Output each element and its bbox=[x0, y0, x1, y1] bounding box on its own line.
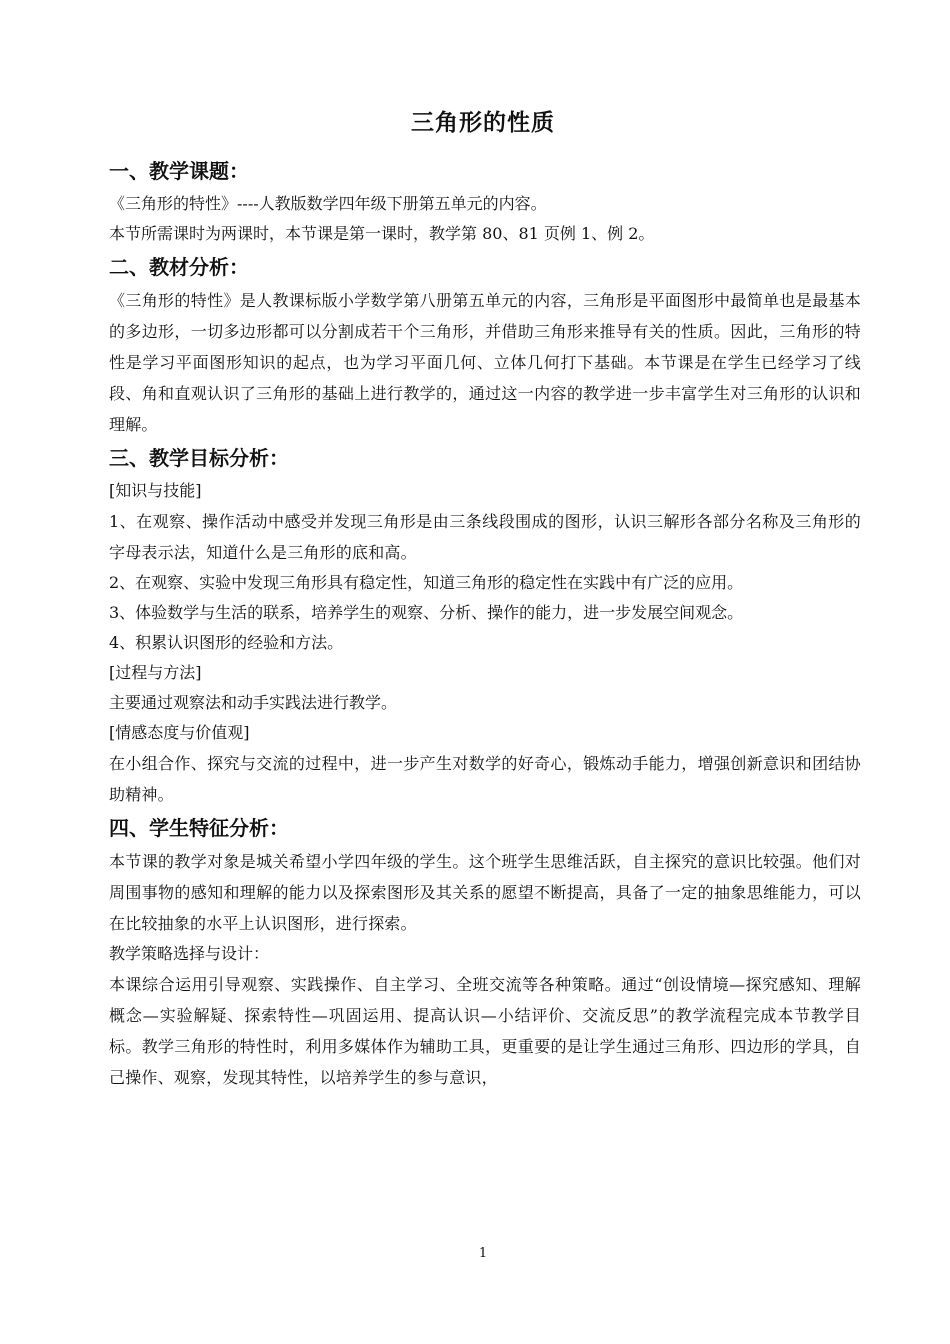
goal-2: 2、在观察、实验中发现三角形具有稳定性，知道三角形的稳定性在实践中有广泛的应用。 bbox=[109, 573, 744, 592]
teaching-strategy-text: 本课综合运用引导观察、实践操作、自主学习、全班交流等各种策略。通过“创设情境—探究感知、理解概念—实验解疑、探索特性—巩固运用、提高认识—小结评价、交流反思”的教学流程完成本节教学目标。教学三角形的特性时，利用多媒体作为辅助工具，更重要的是让学生通过三角形、四边形的学具，自己操作、观察，发现其特性，以培养学生的参与意识， bbox=[109, 975, 861, 1087]
section-1-line-2: 本节所需课时为两课时，本节课是第一课时，教学第 80、81 页例 1、例 2。 bbox=[109, 224, 655, 243]
section-1-line-1: 《三角形的特性》----人教版数学四年级下册第五单元的内容。 bbox=[109, 194, 547, 213]
emotion-values-text: 在小组合作、探究与交流的过程中，进一步产生对数学的好奇心，锻炼动手能力，增强创新意识和团结协助精神。 bbox=[109, 754, 861, 804]
goal-3: 3、体验数学与生活的联系，培养学生的观察、分析、操作的能力，进一步发展空间观念。 bbox=[109, 603, 744, 622]
section-4-heading: 四、学生特征分析： bbox=[109, 816, 289, 840]
teaching-strategy-label: 教学策略选择与设计： bbox=[109, 944, 270, 963]
goal-1: 1、在观察、操作活动中感受并发现三角形是由三条线段围成的图形，认识三解形各部分名称及三角形的字母表示法，知道什么是三角形的底和高。 bbox=[109, 512, 861, 562]
section-2-heading: 二、教材分析： bbox=[109, 255, 249, 279]
section-1-heading: 一、教学课题： bbox=[109, 159, 249, 183]
section-3-heading: 三、教学目标分析： bbox=[109, 446, 289, 470]
goal-4: 4、积累认识图形的经验和方法。 bbox=[109, 633, 344, 652]
document-body bbox=[109, 153, 861, 1093]
process-methods-text: 主要通过观察法和动手实践法进行教学。 bbox=[109, 693, 398, 712]
page-number: 1 bbox=[478, 1246, 488, 1261]
process-methods-label: [过程与方法] bbox=[109, 663, 202, 682]
emotion-values-label: [情感态度与价值观] bbox=[109, 723, 250, 742]
section-4-paragraph: 本节课的教学对象是城关希望小学四年级的学生。这个班学生思维活跃，自主探究的意识比较强。他们对周围事物的感知和理解的能力以及探索图形及其关系的愿望不断提高，具备了一定的抽象思维能力，可以在比较抽象的水平上认识图形，进行探索。 bbox=[109, 852, 861, 933]
knowledge-skills-label: [知识与技能] bbox=[109, 481, 202, 500]
section-2-paragraph: 《三角形的特性》是人教课标版小学数学第八册第五单元的内容，三角形是平面图形中最简单也是最基本的多边形，一切多边形都可以分割成若干个三角形，并借助三角形来推导有关的性质。因此，三角形的特性是学习平面图形知识的起点，也为学习平面几何、立体几何打下基础。本节课是在学生已经学习了线段、角和直观认识了三角形的基础上进行教学的，通过这一内容的教学进一步丰富学生对三角形的认识和理解。 bbox=[109, 291, 861, 434]
document-title: 三角形的性质 bbox=[411, 110, 555, 136]
